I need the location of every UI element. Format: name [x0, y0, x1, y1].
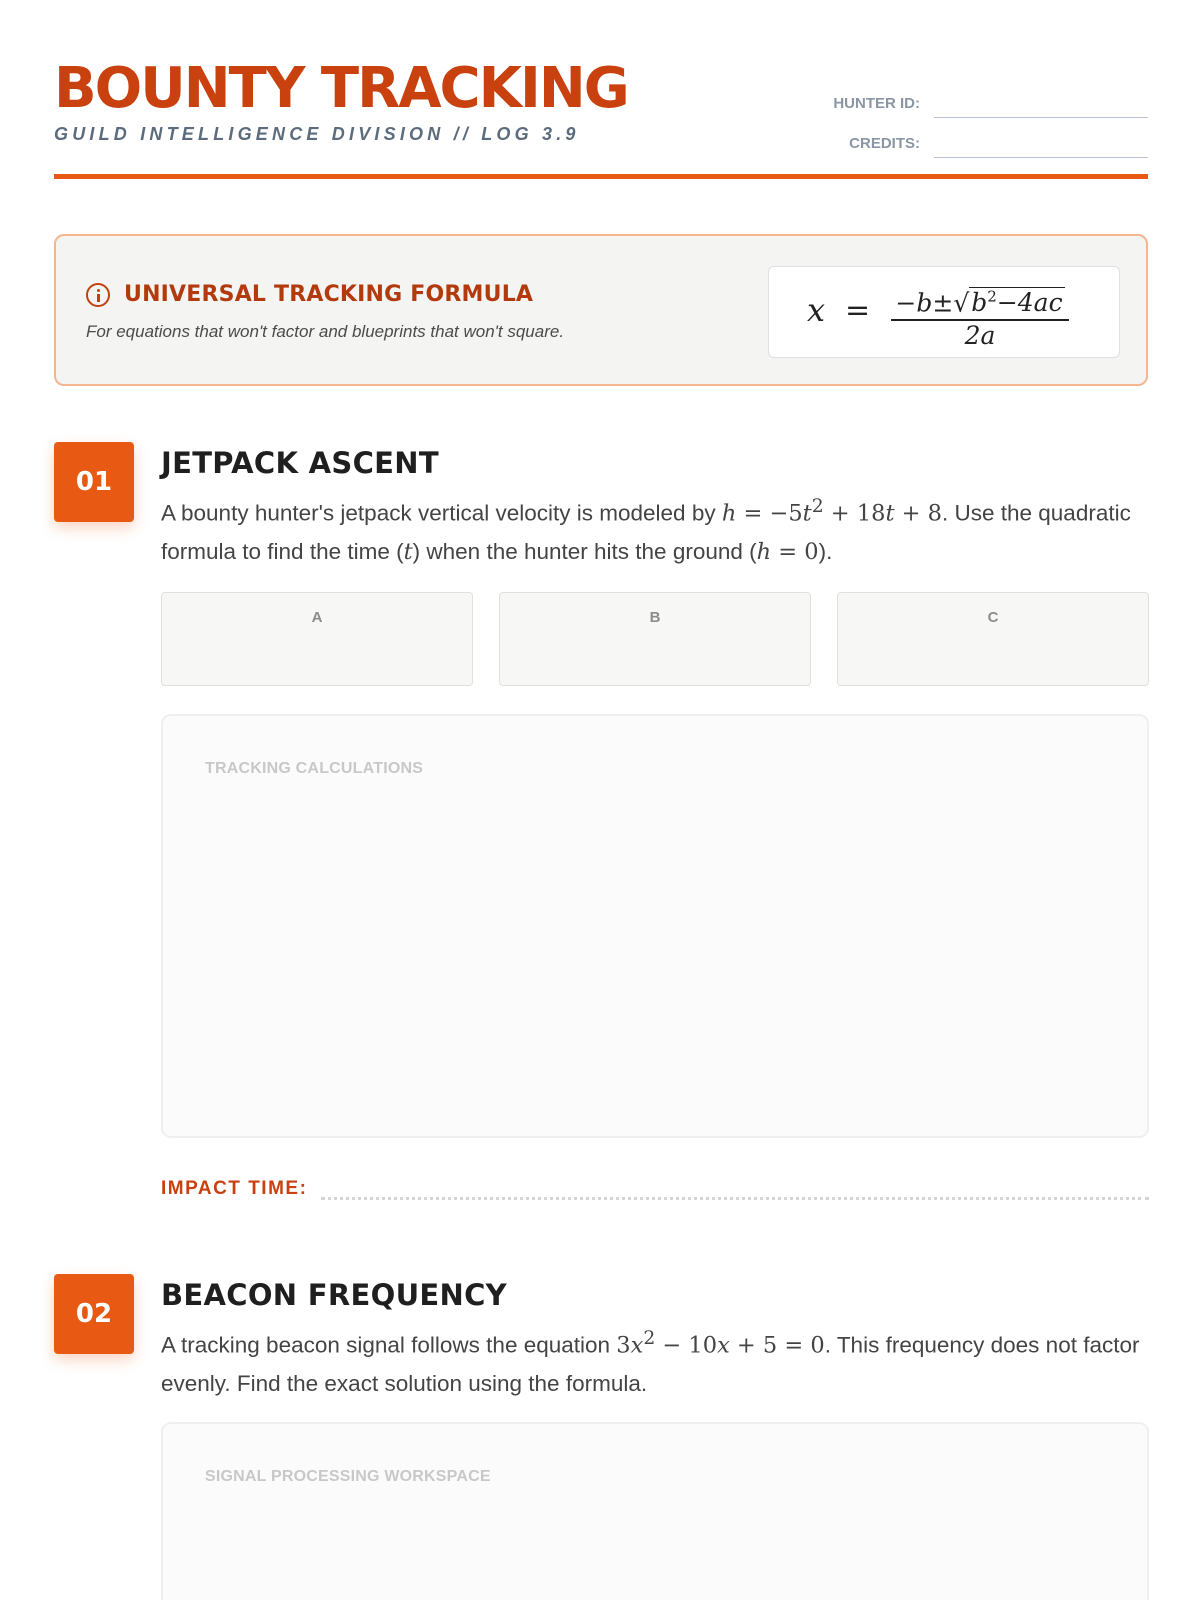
answer-label: IMPACT TIME:	[161, 1178, 308, 1199]
problem-number-badge: 02	[54, 1274, 134, 1354]
problem-title: JETPACK ASCENT	[161, 446, 439, 480]
coefficient-c-label: C	[987, 609, 999, 626]
signal-processing-workspace[interactable]	[161, 1422, 1149, 1600]
coefficient-b-label: B	[649, 609, 661, 626]
impact-time-answer	[161, 1178, 1149, 1200]
impact-time-field[interactable]	[321, 1180, 1149, 1200]
coefficient-c-box[interactable]	[837, 592, 1149, 686]
credits-row	[828, 118, 1148, 158]
hunter-id-field[interactable]	[934, 92, 1148, 118]
problem-number-badge: 01	[54, 442, 134, 522]
credits-label: CREDITS:	[849, 135, 920, 152]
quadratic-formula	[768, 266, 1120, 358]
problem-description: A tracking beacon signal follows the equation $3x^2 - 10x + 5 = 0$. This frequency does not factor evenly. Find the exact solution using the formula.	[161, 1328, 1140, 1396]
workspace-label: TRACKING CALCULATIONS	[205, 760, 424, 777]
formula-fraction	[891, 281, 1069, 349]
formula-numerator: $-b\pm√b^2-4ac$	[895, 288, 1063, 318]
worksheet-header	[54, 58, 1148, 178]
formula-card-description: For equations that won't factor and blueprints that won't square.	[86, 322, 565, 341]
workspace-label: SIGNAL PROCESSING WORKSPACE	[205, 1468, 491, 1485]
page-title: BOUNTY TRACKING	[54, 56, 628, 121]
coefficient-b-box[interactable]	[499, 592, 811, 686]
formula-denominator: 2a	[964, 321, 996, 351]
problem-description: A bounty hunter's jetpack vertical velocity is modeled by $h = -5t^2 + 18t + 8$. Use the quadratic formula to find the time (t) when the hunter hits the ground (h = 0).	[161, 496, 1131, 565]
formula-card-title: UNIVERSAL TRACKING FORMULA	[124, 282, 534, 307]
tracking-calculations-workspace[interactable]	[161, 714, 1149, 1138]
header-divider	[54, 174, 1148, 179]
header-meta-fields	[828, 78, 1148, 158]
formula-card-heading	[86, 282, 533, 307]
problem-title: BEACON FREQUENCY	[161, 1278, 507, 1312]
formula-card	[54, 234, 1148, 386]
formula-lhs: x	[807, 291, 826, 329]
coefficient-a-label: A	[311, 609, 323, 626]
info-icon	[86, 283, 110, 307]
page-subtitle: GUILD INTELLIGENCE DIVISION // LOG 3.9	[54, 124, 580, 144]
hunter-id-row	[828, 78, 1148, 118]
formula-equals: =	[845, 293, 871, 328]
credits-field[interactable]	[934, 132, 1148, 158]
coefficient-a-box[interactable]	[161, 592, 473, 686]
hunter-id-label: HUNTER ID:	[833, 95, 920, 112]
